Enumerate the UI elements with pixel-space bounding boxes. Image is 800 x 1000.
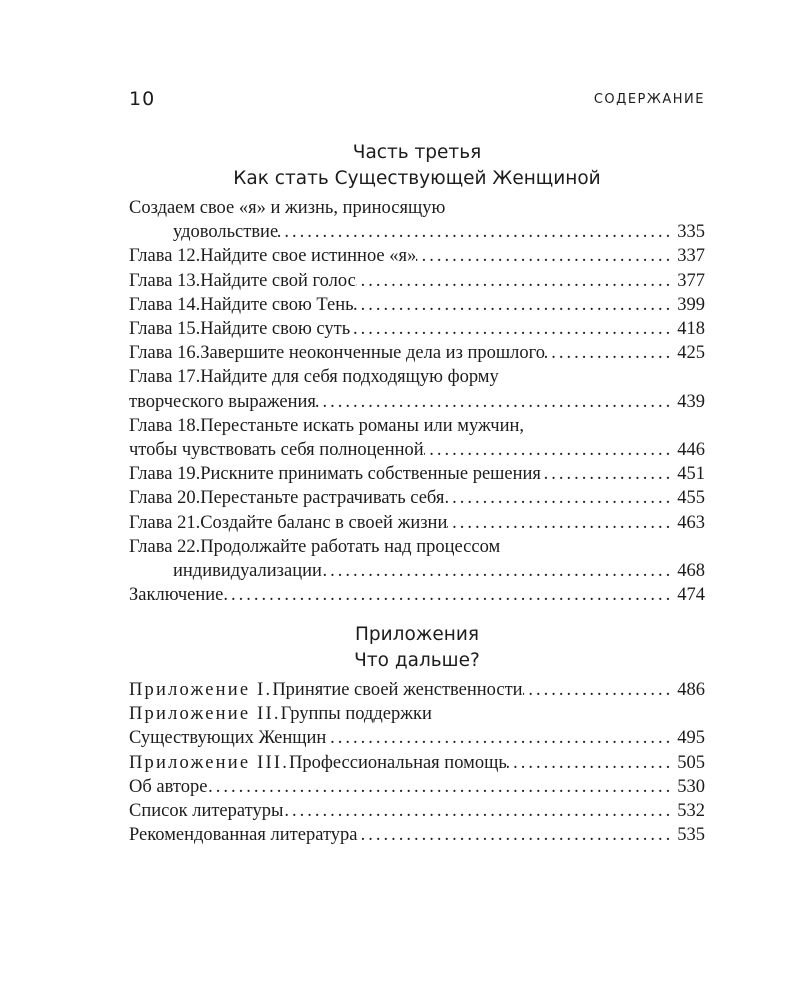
toc-entry-page: 532 (677, 801, 705, 822)
toc-entry-page: 505 (677, 752, 705, 773)
toc-entry-prefix: Глава 21. (129, 512, 201, 533)
toc-entry (129, 244, 705, 268)
toc-entry (129, 293, 705, 317)
toc-entry-page: 418 (677, 319, 705, 340)
toc-entry (129, 365, 705, 413)
toc-entry-prefix: Глава 15. (129, 319, 201, 340)
toc-entry (129, 341, 705, 365)
toc-entry-title: Найдите свой голос (200, 270, 356, 291)
toc-entry-title: Рискните принимать собственные решения (200, 464, 541, 485)
toc-entry-page: 377 (677, 270, 705, 291)
appendices-heading (129, 622, 705, 674)
toc-entry-title: Список литературы (129, 801, 284, 822)
toc-entry-page: 446 (677, 440, 705, 461)
toc-entry-title: Создайте баланс в своей жизни (200, 512, 448, 533)
toc-entry-prefix: Глава 19. (129, 464, 201, 485)
toc-entry-title: Найдите для себя подходящую форму (200, 367, 499, 388)
toc-entry-page: 399 (677, 294, 705, 315)
toc-entry-prefix: Глава 22. (129, 536, 201, 557)
part-three-title: Как стать Существующей Женщиной (233, 168, 601, 189)
toc-entry (129, 317, 705, 341)
toc-entry (129, 535, 705, 583)
toc-entry-title: Перестаньте растрачивать себя (200, 488, 445, 509)
toc-entry-title: чтобы чувствовать себя полноценной (129, 440, 424, 461)
toc-entry-page: 530 (677, 776, 705, 797)
toc-entry-page: 335 (677, 222, 705, 243)
toc-entry-title: Найдите свою суть (200, 319, 351, 340)
toc-entry-prefix: Приложение I. (129, 680, 273, 700)
toc-entry-title: удовольствие (173, 222, 279, 243)
toc-entry-prefix: Глава 16. (129, 343, 201, 364)
toc-entry-page: 474 (677, 585, 705, 606)
toc-entry-prefix: Глава 17. (129, 367, 201, 388)
toc-entry-title: Завершите неоконченные дела из прошлого (200, 343, 546, 364)
part-three-label: Часть третья (352, 142, 482, 163)
running-head: СОДЕРЖАНИЕ (593, 92, 705, 107)
toc-entry-prefix: Глава 14. (129, 294, 201, 315)
toc-entry (129, 678, 705, 702)
page-header (129, 88, 705, 114)
toc-entry-title: Заключение (129, 585, 224, 606)
toc-entry-title: индивидуализации (173, 561, 322, 582)
toc-entry (129, 414, 705, 462)
toc-entry (129, 486, 705, 510)
toc-entry-title: Рекомендованная литература (129, 825, 358, 846)
toc-entry-prefix: Приложение II. (129, 704, 281, 725)
toc-entry-title: Группы поддержки (280, 704, 432, 725)
appendices-title: Что дальше? (354, 650, 480, 671)
toc-entry (129, 702, 705, 750)
part-three-toc (129, 196, 705, 607)
toc-entry-title: творческого выражения (129, 391, 316, 412)
toc-entry-page: 535 (677, 825, 705, 846)
toc-entry (129, 511, 705, 535)
toc-entry-page: 455 (677, 488, 705, 509)
toc-entry-title: Профессиональная помощь (289, 752, 507, 773)
toc-entry-prefix: Глава 18. (129, 415, 201, 436)
appendices-label: Приложения (354, 624, 480, 645)
toc-entry-title: Найдите свою Тень (200, 294, 354, 315)
toc-entry (129, 751, 705, 775)
toc-entry-prefix: Глава 20. (129, 488, 201, 509)
toc-entry-title: Создаем свое «я» и жизнь, приносящую (129, 198, 446, 218)
part-three-heading (129, 140, 705, 192)
toc-entry-prefix: Глава 13. (129, 270, 201, 291)
toc-entry (129, 775, 705, 799)
toc-entry (129, 269, 705, 293)
toc-entry-title: Продолжайте работать над процессом (200, 536, 501, 557)
toc-entry-title: Найдите свое истинное «я» (200, 246, 417, 267)
page-number: 10 (129, 88, 156, 110)
toc-entry-prefix: Глава 12. (129, 246, 201, 267)
toc-entry (129, 799, 705, 823)
toc-entry-title: Существующих Женщин (129, 728, 327, 749)
toc-entry-title: Принятие своей женственности (272, 680, 523, 700)
toc-entry-title: Об авторе (129, 776, 208, 797)
toc-entry-page: 486 (677, 680, 705, 700)
toc-entry-page: 468 (677, 561, 705, 582)
toc-entry-page: 337 (677, 246, 705, 267)
toc-entry (129, 462, 705, 486)
toc-entry-page: 439 (677, 391, 705, 412)
toc-entry-page: 451 (677, 464, 705, 485)
toc-entry-page: 463 (677, 512, 705, 533)
appendices-toc (129, 678, 705, 847)
toc-entry-title: Перестаньте искать романы или мужчин, (200, 415, 524, 436)
toc-entry (129, 196, 705, 244)
toc-entry (129, 823, 705, 847)
toc-entry-page: 495 (677, 728, 705, 749)
toc-entry (129, 583, 705, 607)
toc-entry-page: 425 (677, 343, 705, 364)
toc-entry-prefix: Приложение III. (129, 752, 290, 773)
